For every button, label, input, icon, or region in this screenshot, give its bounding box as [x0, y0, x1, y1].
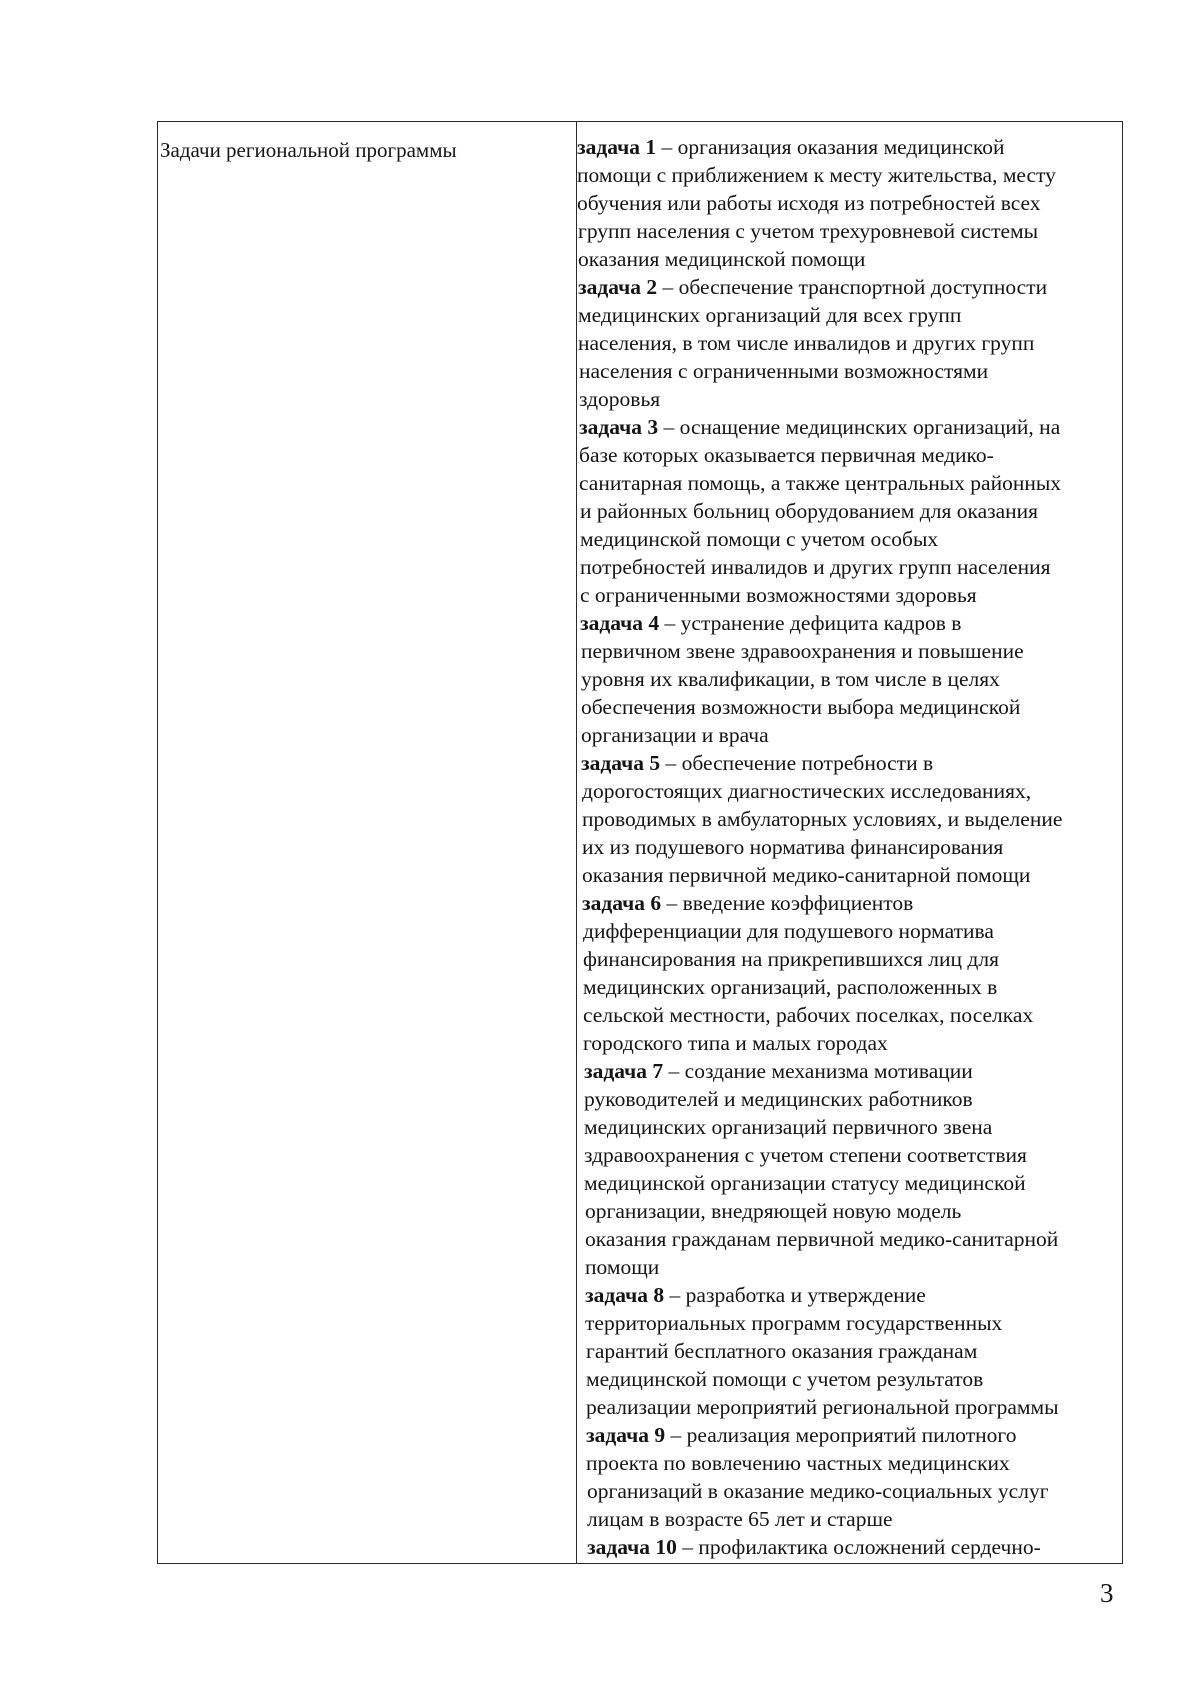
task-line [577, 1001, 1118, 1029]
task-item [577, 1281, 1118, 1421]
task-text: уровня их квалификации, в том числе в целях [581, 667, 1000, 691]
task-text: населения с ограниченными возможностями [579, 359, 989, 383]
task-line [577, 301, 1118, 329]
task-text: дорогостоящих диагностических исследованиях, [582, 779, 1032, 803]
task-text: здоровья [579, 387, 661, 411]
task-line [577, 861, 1118, 889]
task-first-line [577, 273, 1118, 301]
task-line [577, 1253, 1118, 1281]
task-line [577, 1393, 1118, 1421]
task-line [577, 245, 1118, 273]
task-item [577, 133, 1118, 273]
task-label: задача 7 [584, 1059, 664, 1083]
task-line [577, 917, 1118, 945]
task-item [577, 609, 1118, 749]
task-line [577, 721, 1118, 749]
task-label: задача 1 [577, 135, 657, 159]
task-text: – реализация мероприятий пилотного [665, 1423, 1017, 1447]
task-text: базе которых оказывается первичная медико- [579, 443, 994, 467]
task-text: медицинских организаций для всех групп [578, 303, 962, 327]
task-first-line [577, 749, 1118, 777]
task-text: – разработка и утверждение [664, 1283, 926, 1307]
task-item [577, 273, 1118, 413]
task-text: организаций в оказание медико-социальных услуг [587, 1479, 1049, 1503]
task-text: сельской местности, рабочих поселках, поселках [583, 1003, 1034, 1027]
task-first-line [577, 609, 1118, 637]
task-line [577, 161, 1118, 189]
task-item [577, 413, 1118, 609]
task-line [577, 217, 1118, 245]
task-text: здравоохранения с учетом степени соответствия [584, 1143, 1027, 1167]
task-text: потребностей инвалидов и других групп населения [580, 555, 1051, 579]
task-first-line [577, 133, 1118, 161]
task-text: оказания гражданам первичной медико-санитарной [585, 1227, 1059, 1251]
task-label: задача 6 [582, 891, 662, 915]
task-line [577, 833, 1118, 861]
task-line [577, 525, 1118, 553]
task-line [577, 665, 1118, 693]
task-text: – обеспечение потребности в [660, 751, 934, 775]
task-text: – оснащение медицинских организаций, на [658, 415, 1061, 439]
tasks-cell [577, 122, 1122, 1563]
task-text: с ограниченными возможностями здоровья [580, 583, 977, 607]
task-line [577, 973, 1118, 1001]
task-text: гарантий бесплатного оказания гражданам [586, 1339, 978, 1363]
task-text: территориальных программ государственных [585, 1311, 1003, 1335]
task-text: – устранение дефицита кадров в [659, 611, 962, 635]
task-text: обеспечения возможности выбора медицинской [581, 695, 1021, 719]
task-text: обучения или работы исходя из потребностей всех [577, 191, 1041, 215]
task-line [577, 553, 1118, 581]
task-label: задача 4 [580, 611, 660, 635]
task-line [577, 1477, 1118, 1505]
task-first-line [577, 1057, 1118, 1085]
task-line [577, 1029, 1118, 1057]
task-label: задача 5 [581, 751, 661, 775]
task-line [577, 497, 1118, 525]
task-first-line [577, 413, 1118, 441]
task-text: дифференциации для подушевого норматива [583, 919, 994, 943]
task-line [577, 777, 1118, 805]
task-label: задача 2 [578, 275, 658, 299]
task-text: организации и врача [581, 723, 769, 747]
task-text: – профилактика осложнений сердечно- [676, 1535, 1041, 1559]
page-number: 3 [1100, 1578, 1114, 1608]
task-line [577, 469, 1118, 497]
task-text: медицинской организации статусу медицинской [584, 1171, 1026, 1195]
task-line [577, 945, 1118, 973]
task-text: первичном звене здравоохранения и повышение [581, 639, 1024, 663]
task-text: городского типа и малых городах [583, 1031, 888, 1055]
task-text: – организация оказания медицинской [656, 135, 1005, 159]
task-text: лицам в возрасте 65 лет и старше [587, 1507, 893, 1531]
task-text: помощи с приближением к месту жительства, месту [577, 163, 1056, 187]
task-line [577, 385, 1118, 413]
task-text: санитарная помощь, а также центральных районных [579, 471, 1062, 495]
task-label: задача 3 [579, 415, 659, 439]
task-text: оказания медицинской помощи [578, 247, 866, 271]
task-line [577, 1197, 1118, 1225]
task-line [577, 1113, 1118, 1141]
task-line [577, 1365, 1118, 1393]
task-text: организации, внедряющей новую модель [585, 1199, 962, 1223]
task-first-line [577, 1533, 1118, 1561]
task-label: задача 9 [586, 1423, 666, 1447]
task-line [577, 637, 1118, 665]
task-item [577, 1421, 1118, 1533]
task-text: – обеспечение транспортной доступности [657, 275, 1048, 299]
task-line [577, 1505, 1118, 1533]
task-text: групп населения с учетом трехуровневой системы [578, 219, 1039, 243]
task-line [577, 1169, 1118, 1197]
task-line [577, 1085, 1118, 1113]
task-text: помощи [585, 1255, 660, 1279]
task-line [577, 805, 1118, 833]
task-text: финансирования на прикрепившихся лиц для [583, 947, 999, 971]
table-label-cell [158, 122, 577, 1563]
task-line [577, 1141, 1118, 1169]
task-text: и районных больниц оборудованием для оказания [580, 499, 1039, 523]
task-item [577, 1533, 1118, 1561]
task-line [577, 693, 1118, 721]
task-item [577, 749, 1118, 889]
task-line [577, 441, 1118, 469]
task-line [577, 1309, 1118, 1337]
task-line [577, 189, 1118, 217]
task-text: проекта по вовлечению частных медицинских [586, 1451, 1010, 1475]
task-text: – создание механизма мотивации [663, 1059, 973, 1083]
task-text: медицинской помощи с учетом результатов [586, 1367, 984, 1391]
task-line [577, 357, 1118, 385]
task-text: проводимых в амбулаторных условиях, и выделение [582, 807, 1063, 831]
task-item [577, 889, 1118, 1057]
task-label: задача 8 [585, 1283, 665, 1307]
task-text: медицинских организаций первичного звена [584, 1115, 993, 1139]
task-first-line [577, 1281, 1118, 1309]
task-first-line [577, 1421, 1118, 1449]
task-item [577, 1057, 1118, 1281]
task-text: реализации мероприятий региональной программы [586, 1395, 1059, 1419]
task-text: населения, в том числе инвалидов и других групп [578, 331, 1035, 355]
task-text: – введение коэффициентов [661, 891, 914, 915]
task-text: медицинских организаций, расположенных в [583, 975, 998, 999]
task-text: их из подушевого норматива финансирования [582, 835, 1004, 859]
task-label: задача 10 [587, 1535, 677, 1559]
task-line [577, 581, 1118, 609]
task-line [577, 1337, 1118, 1365]
task-line [577, 329, 1118, 357]
section-heading: Задачи региональной программы [160, 138, 457, 162]
task-text: руководителей и медицинских работников [584, 1087, 973, 1111]
task-text: медицинской помощи с учетом особых [580, 527, 939, 551]
program-table [157, 121, 1123, 1564]
task-line [577, 1449, 1118, 1477]
task-text: оказания первичной медико-санитарной помощи [582, 863, 1031, 887]
task-line [577, 1225, 1118, 1253]
task-first-line [577, 889, 1118, 917]
